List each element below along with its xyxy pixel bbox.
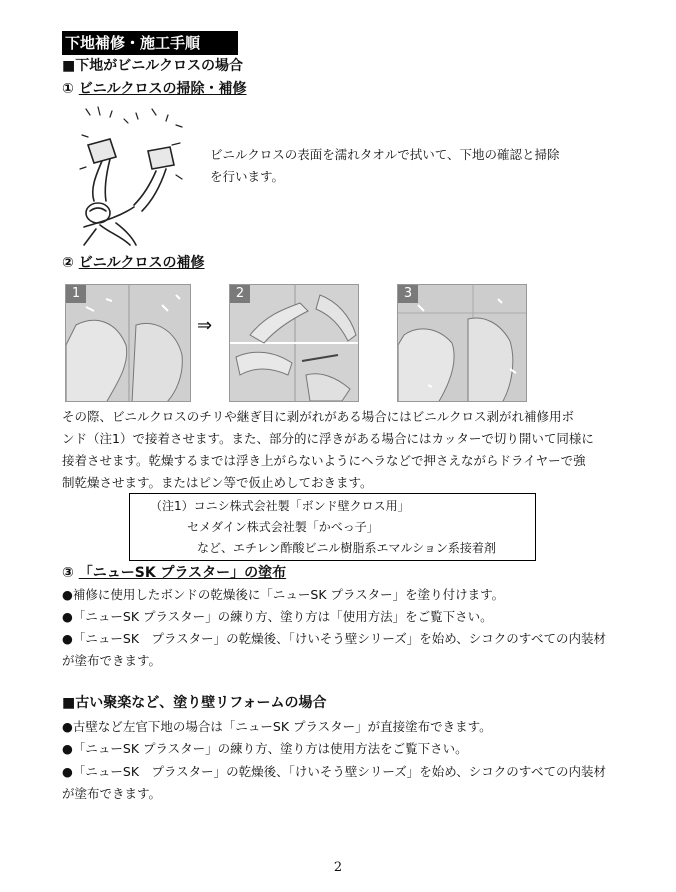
repair-photo-3 (397, 284, 527, 402)
photo-3-label: 3 (398, 285, 418, 303)
step2-title: ビニルクロスの補修 (78, 255, 205, 271)
section2-heading: ■古い聚楽など、塗り壁リフォームの場合 (62, 695, 327, 711)
note-line-3: など、エチレン酢酸ビニル樹脂系エマルション系接着剤 (197, 541, 496, 555)
step1-number: ① (62, 81, 74, 97)
step3-heading (62, 563, 286, 583)
step1-title: ビニルクロスの掃除・補修 (78, 81, 247, 97)
step3-line-3: ●「ニューSK プラスター」の乾燥後、「けいそう壁シリーズ」を始め、シコクのすべての内装材 (62, 631, 607, 646)
step2-paragraph-line-2: ンド（注1）で接着させます。また、部分的に浮きがある場合にはカッターで切り開いて同様に (62, 431, 594, 446)
step3-number: ③ (62, 565, 74, 581)
step1-heading (62, 79, 246, 99)
step3-line-2: ●「ニューSK プラスター」の練り方、塗り方は「使用方法」をご覧下さい。 (62, 609, 493, 624)
photo-2-label: 2 (230, 285, 250, 303)
step3-title: 「ニューSK プラスター」の塗布 (78, 565, 287, 581)
repair-photo-1 (65, 284, 191, 402)
step3-line-4: が塗布できます。 (62, 653, 162, 668)
page-number: 2 (333, 860, 343, 875)
section1-heading: ■下地がビニルクロスの場合 (62, 58, 243, 74)
repair-photo-2 (229, 284, 359, 402)
step3-line-1: ●補修に使用したボンドの乾燥後に「ニューSK プラスター」を塗り付けます。 (62, 587, 505, 602)
page-title: 下地補修・施工手順 (62, 31, 238, 55)
note-box (129, 493, 536, 561)
section2-line-2: ●「ニューSK プラスター」の練り方、塗り方は使用方法をご覧下さい。 (62, 741, 468, 756)
step1-text-line-2: を行います。 (210, 169, 285, 184)
step2-paragraph-line-1: その際、ビニルクロスのチリや継ぎ目に剥がれがある場合にはビニルクロス剥がれ補修用ボ (62, 409, 575, 424)
arrow-icon: ⇒ (197, 315, 213, 336)
step2-paragraph-line-4: 制乾燥させます。またはピン等で仮止めしておきます。 (62, 475, 373, 490)
step1-text-line-1: ビニルクロスの表面を濡れタオルで拭いて、下地の確認と掃除 (210, 147, 560, 162)
wiping-wall-illustration (76, 105, 186, 247)
note-line-2: セメダイン株式会社製「かべっ子」 (187, 520, 379, 534)
section2-line-3: ●「ニューSK プラスター」の乾燥後、「けいそう壁シリーズ」を始め、シコクのすべての内装材 (62, 764, 607, 779)
step2-paragraph-line-3: 接着させます。乾燥するまでは浮き上がらないようにヘラなどで押さえながらドライヤーで強 (62, 453, 586, 468)
section2-line-1: ●古壁など左官下地の場合は「ニューSK プラスター」が直接塗布できます。 (62, 719, 492, 734)
step2-heading (62, 253, 204, 273)
step2-number: ② (62, 255, 74, 271)
section2-line-4: が塗布できます。 (62, 786, 162, 801)
note-line-1: （注1）コニシ株式会社製「ボンド壁クロス用」 (150, 499, 410, 513)
photo-1-label: 1 (66, 285, 86, 303)
